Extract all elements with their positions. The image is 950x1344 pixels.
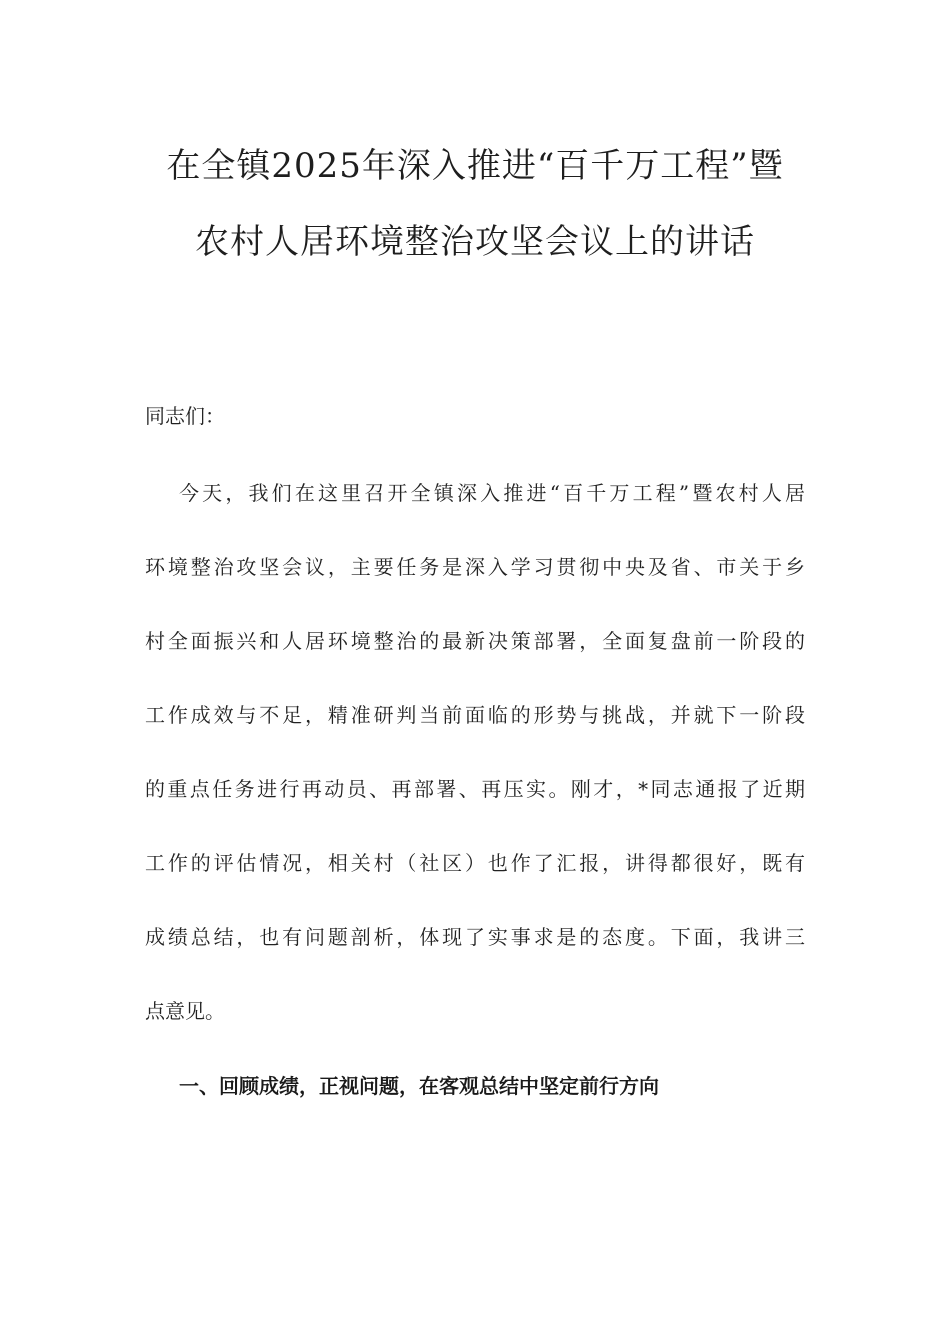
section-heading: 一、回顾成绩，正视问题，在客观总结中坚定前行方向 bbox=[179, 1074, 659, 1098]
paragraph-line: 点意见。 bbox=[145, 999, 225, 1023]
paragraph-line: 的重点任务进行再动员、再部署、再压实。刚才，*同志通报了近期 bbox=[145, 777, 805, 801]
paragraph-line: 工作的评估情况，相关村（社区）也作了汇报，讲得都很好，既有 bbox=[145, 851, 805, 875]
salutation: 同志们： bbox=[145, 404, 225, 428]
paragraph-line: 成绩总结，也有问题剖析，体现了实事求是的态度。下面，我讲三 bbox=[145, 925, 805, 949]
paragraph-line: 环境整治攻坚会议，主要任务是深入学习贯彻中央及省、市关于乡 bbox=[145, 555, 805, 579]
document-title-line-1: 在全镇2025年深入推进“百千万工程”暨 bbox=[166, 146, 784, 186]
paragraph-line: 今天，我们在这里召开全镇深入推进“百千万工程”暨农村人居 bbox=[179, 481, 805, 505]
paragraph-line: 村全面振兴和人居环境整治的最新决策部署，全面复盘前一阶段的 bbox=[145, 629, 805, 653]
document-title-line-2: 农村人居环境整治攻坚会议上的讲话 bbox=[195, 222, 755, 262]
paragraph-line: 工作成效与不足，精准研判当前面临的形势与挑战，并就下一阶段 bbox=[145, 703, 805, 727]
